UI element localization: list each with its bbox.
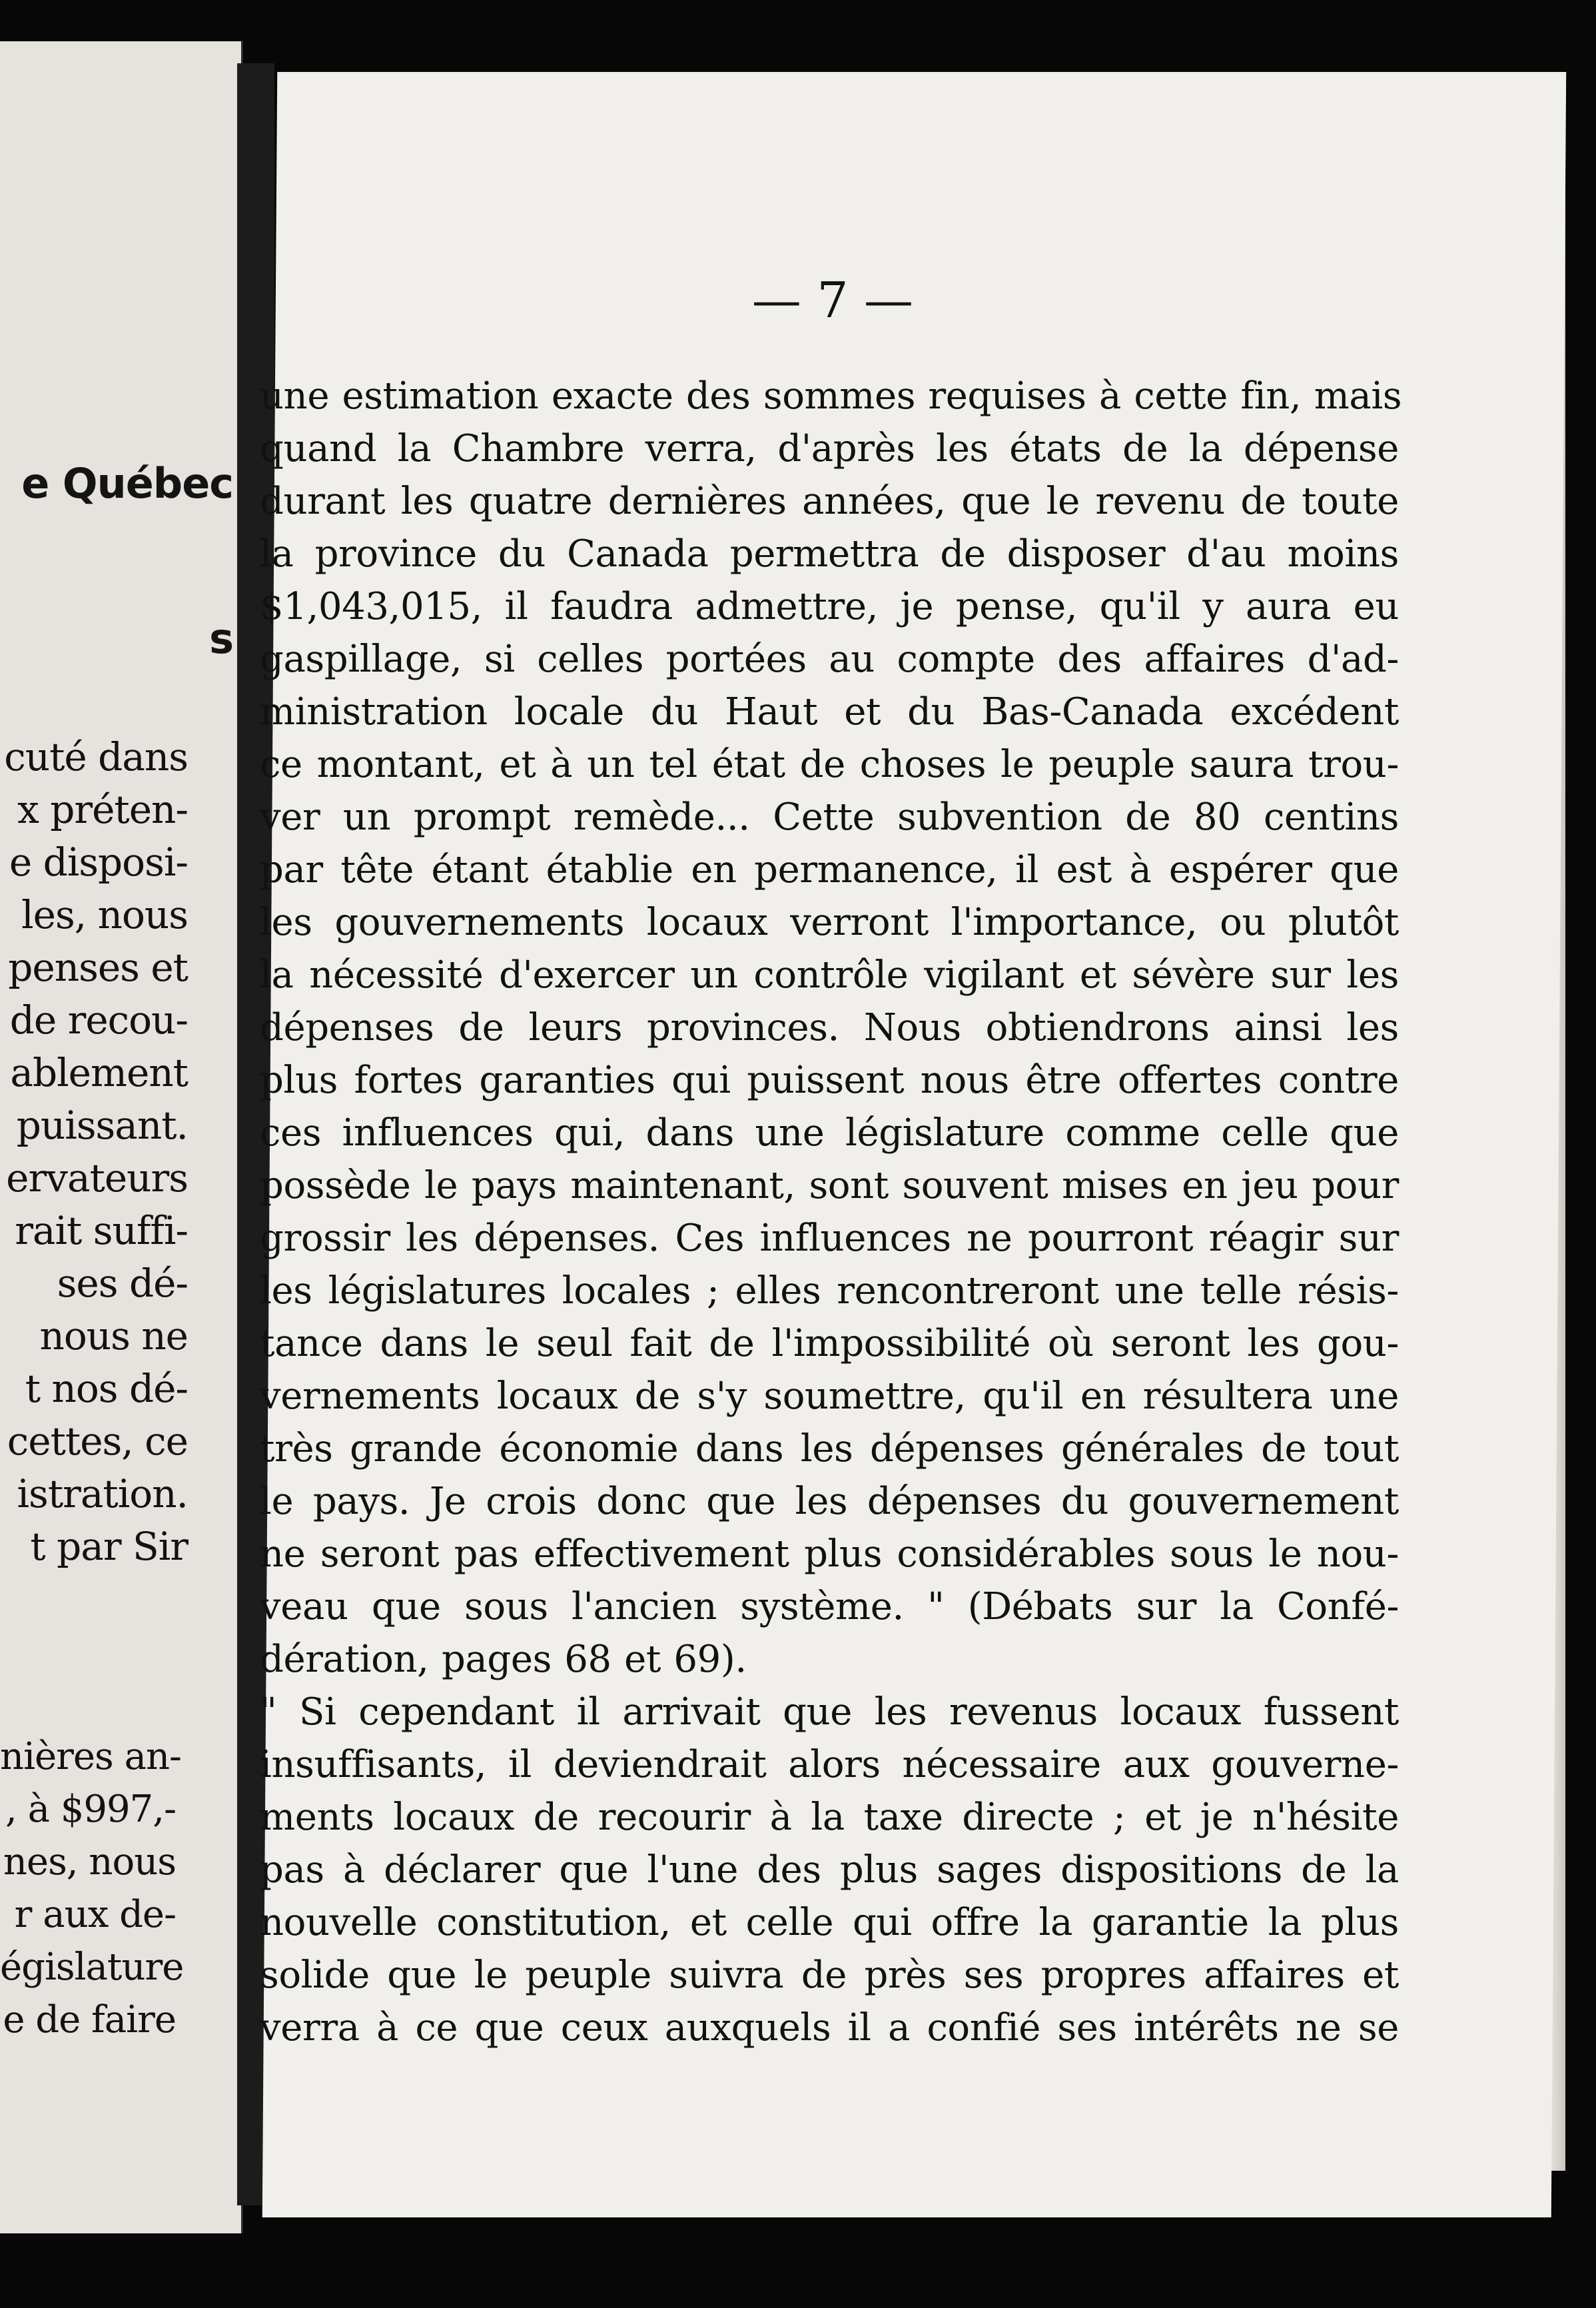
text-line: nous ne xyxy=(39,1313,188,1359)
text-line: cuté dans xyxy=(4,734,188,780)
text-line: de recou- xyxy=(9,997,188,1043)
text-line: solide que le peuple suivra de près ses propres affaires et xyxy=(260,1954,1399,1997)
text-line: ses dé- xyxy=(57,1261,188,1306)
text-line: nouvelle constitution, et celle qui offre la garantie la plus xyxy=(260,1901,1399,1944)
text-line: e de faire xyxy=(3,1998,176,2041)
text-line: $1,043,015, il faudra admettre, je pense, qu'il y aura eu xyxy=(260,585,1399,628)
text-line: nières an- xyxy=(0,1735,181,1778)
text-line: la nécessité d'exercer un contrôle vigilant et sévère sur les xyxy=(260,953,1399,997)
text-line: nes, nous xyxy=(3,1840,176,1884)
previous-page-fragment xyxy=(0,41,243,2233)
text-line: , à $997,- xyxy=(5,1788,176,1831)
text-line: la province du Canada permettra de disposer d'au moins xyxy=(260,532,1399,576)
text-line: une estimation exacte des sommes requises à cette fin, mais xyxy=(260,374,1402,418)
text-line: possède le pays maintenant, sont souvent mises en jeu pour xyxy=(260,1164,1399,1207)
previous-page-heading xyxy=(0,354,241,768)
text-line: e disposi- xyxy=(9,840,188,885)
text-line: x préten- xyxy=(17,787,188,832)
main-page-body-text xyxy=(260,370,1402,2054)
text-line: rait suffi- xyxy=(15,1208,188,1253)
text-line: les gouvernements locaux verront l'importance, ou plutôt xyxy=(260,901,1399,944)
text-line: dépenses de leurs provinces. Nous obtiendrons ainsi les xyxy=(260,1006,1399,1049)
text-line: vernements locaux de s'y soumettre, qu'il en résultera une xyxy=(260,1375,1399,1418)
text-line: ver un prompt remède... Cette subvention de 80 centins xyxy=(260,796,1399,839)
text-line: t par Sir xyxy=(30,1524,188,1569)
text-line: t nos dé- xyxy=(25,1366,188,1411)
text-line: égislature xyxy=(0,1946,184,1989)
text-line: grossir les dépenses. Ces influences ne pourront réagir sur xyxy=(260,1217,1399,1260)
text-line: ne seront pas effectivement plus considérables sous le nou- xyxy=(260,1532,1399,1576)
text-line: verra à ce que ceux auxquels il a confié ses intérêts ne se xyxy=(260,2006,1399,2049)
text-line: gaspillage, si celles portées au compte des affaires d'ad- xyxy=(260,638,1399,681)
text-line: plus fortes garanties qui puissent nous être offertes contre xyxy=(260,1059,1399,1102)
text-line: tance dans le seul fait de l'impossibilité où seront les gou- xyxy=(260,1322,1399,1365)
text-line: les, nous xyxy=(21,892,188,937)
previous-page-text-upper xyxy=(0,731,241,1573)
text-line: ce montant, et à un tel état de choses le peuple saura trou- xyxy=(260,743,1399,786)
text-line: pas à déclarer que l'une des plus sages dispositions de la xyxy=(260,1848,1399,1892)
text-line: très grande économie dans les dépenses générales de tout xyxy=(260,1427,1399,1470)
text-line: cettes, ce xyxy=(7,1419,188,1464)
text-line: le pays. Je crois donc que les dépenses du gouvernement xyxy=(260,1480,1399,1523)
text-line: veau que sous l'ancien système. " (Débats sur la Confé- xyxy=(260,1585,1399,1628)
previous-page-text-lower xyxy=(0,1730,241,2046)
heading-line: e Québec xyxy=(21,459,233,508)
text-line: durant les quatre dernières années, que le revenu de toute xyxy=(260,480,1399,523)
text-line: insuffisants, il deviendrait alors nécessaire aux gouverne- xyxy=(260,1743,1399,1786)
text-line: ablement xyxy=(10,1050,188,1095)
text-line: ervateurs xyxy=(6,1155,188,1201)
text-line: par tête étant établie en permanence, il est à espérer que xyxy=(260,848,1399,891)
heading-line: s xyxy=(209,614,233,663)
text-line: quand la Chambre verra, d'après les états de la dépense xyxy=(260,427,1399,470)
text-line: r aux de- xyxy=(14,1893,176,1936)
text-line: ministration locale du Haut et du Bas-Canada excédent xyxy=(260,690,1399,734)
text-line: penses et xyxy=(8,945,188,990)
text-line: dération, pages 68 et 69). xyxy=(260,1638,747,1681)
page-number: — 7 — xyxy=(751,272,914,329)
text-line: ces influences qui, dans une législature comme celle que xyxy=(260,1111,1399,1155)
text-line: ments locaux de recourir à la taxe directe ; et je n'hésite xyxy=(260,1796,1399,1839)
text-line: les législatures locales ; elles rencontreront une telle résis- xyxy=(260,1269,1399,1313)
text-line: istration. xyxy=(17,1471,188,1516)
text-line: " Si cependant il arrivait que les revenus locaux fussent xyxy=(260,1690,1399,1734)
text-line: puissant. xyxy=(16,1103,188,1148)
